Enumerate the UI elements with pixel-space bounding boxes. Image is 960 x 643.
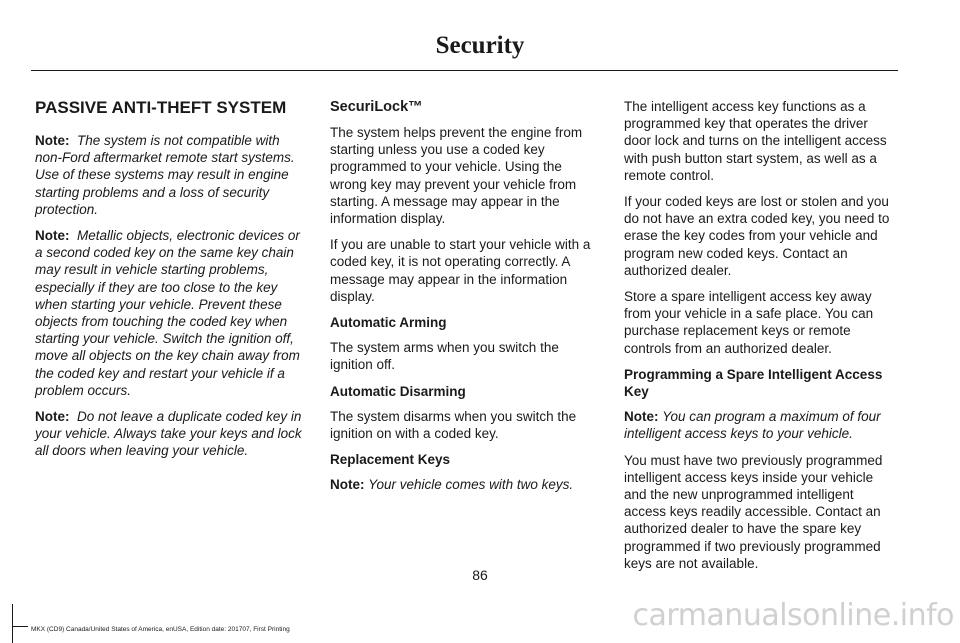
note-text: The system is not compatible with non-Ford aftermarket remote start systems. Use of these systems may result in engine starting problems and a loss of security protection. [35,133,295,217]
watermark: carmanualsonline.info [632,598,954,633]
section-heading-passive-anti-theft: PASSIVE ANTI-THEFT SYSTEM [35,98,287,117]
note-2 [35,227,307,399]
paragraph: The system disarms when you switch the ignition on with a coded key. [330,408,577,442]
subheading-automatic-arming: Automatic Arming [330,315,447,331]
footer-edition-info: MKX (CD9) Canada/United States of America, enUSA, Edition date: 201707, First Printing [31,626,290,633]
page-number: 86 [472,567,488,583]
header-divider [31,70,898,71]
crop-mark-horizontal [12,626,28,627]
note-text: Metallic objects, electronic devices or a second coded key on the same key chain may result in vehicle starting problems, especially if they are too close to the key when starting your vehicle. Prevent these objects from touching the coded key when starting your vehicle. Switch the ignition off, move all objects on the key chain away from the coded key and restart your vehicle if a problem occurs. [35,228,300,398]
note-replacement [330,476,602,493]
note-1 [35,132,307,218]
note-label: Note: [624,409,659,425]
paragraph: You must have two previously programmed intelligent access keys inside your vehicle and the new unprogrammed intelligent access keys readily accessible. Contact an authorized dealer to have the spare key programmed if two previously programmed keys are not available. [624,452,883,571]
crop-mark-vertical [12,604,13,643]
paragraph: If you are unable to start your vehicle with a coded key, it is not operating correctly. A message may appear in the information display. [330,237,591,304]
paragraph: The system helps prevent the engine from starting unless you use a coded key programmed to your vehicle. Using the wrong key may prevent your vehicle from starting. A message may appear in the information display. [330,125,583,227]
paragraph: The system arms when you switch the ignition off. [330,340,559,373]
note-3 [35,408,307,460]
paragraph: Store a spare intelligent access key away from your vehicle in a safe place. You can purchase replacement keys or remote controls from an authorized dealer. [624,289,874,356]
column-3 [624,98,896,581]
paragraph: If your coded keys are lost or stolen and you do not have an extra coded key, you need to erase the key codes from your vehicle and program new coded keys. Contact an authorized dealer. [624,194,890,278]
page-header-title: Security [435,32,525,59]
note-label: Note: [35,133,70,148]
subheading-replacement-keys: Replacement Keys [330,452,451,468]
section-heading-securilock: SecuriLock™ [330,99,423,115]
note-label: Note: [35,228,70,244]
note-label: Note: [35,409,70,425]
subheading-automatic-disarming: Automatic Disarming [330,383,466,399]
note-text: Your vehicle comes with two keys. [368,477,574,493]
note-label: Note: [330,477,365,493]
note-text: Do not leave a duplicate coded key in your vehicle. Always take your keys and lock all doors when leaving your vehicle. [35,409,302,459]
note-programming [624,408,896,442]
column-2 [330,98,602,503]
note-text: You can program a maximum of four intelligent access keys to your vehicle. [624,409,881,442]
subheading-programming-spare-key: Programming a Spare Intelligent Access Key [624,366,883,400]
column-1 [35,98,307,469]
paragraph: The intelligent access key functions as a programmed key that operates the driver door lock and turns on the intelligent access with push button start system, as well as a remote control. [624,99,887,183]
